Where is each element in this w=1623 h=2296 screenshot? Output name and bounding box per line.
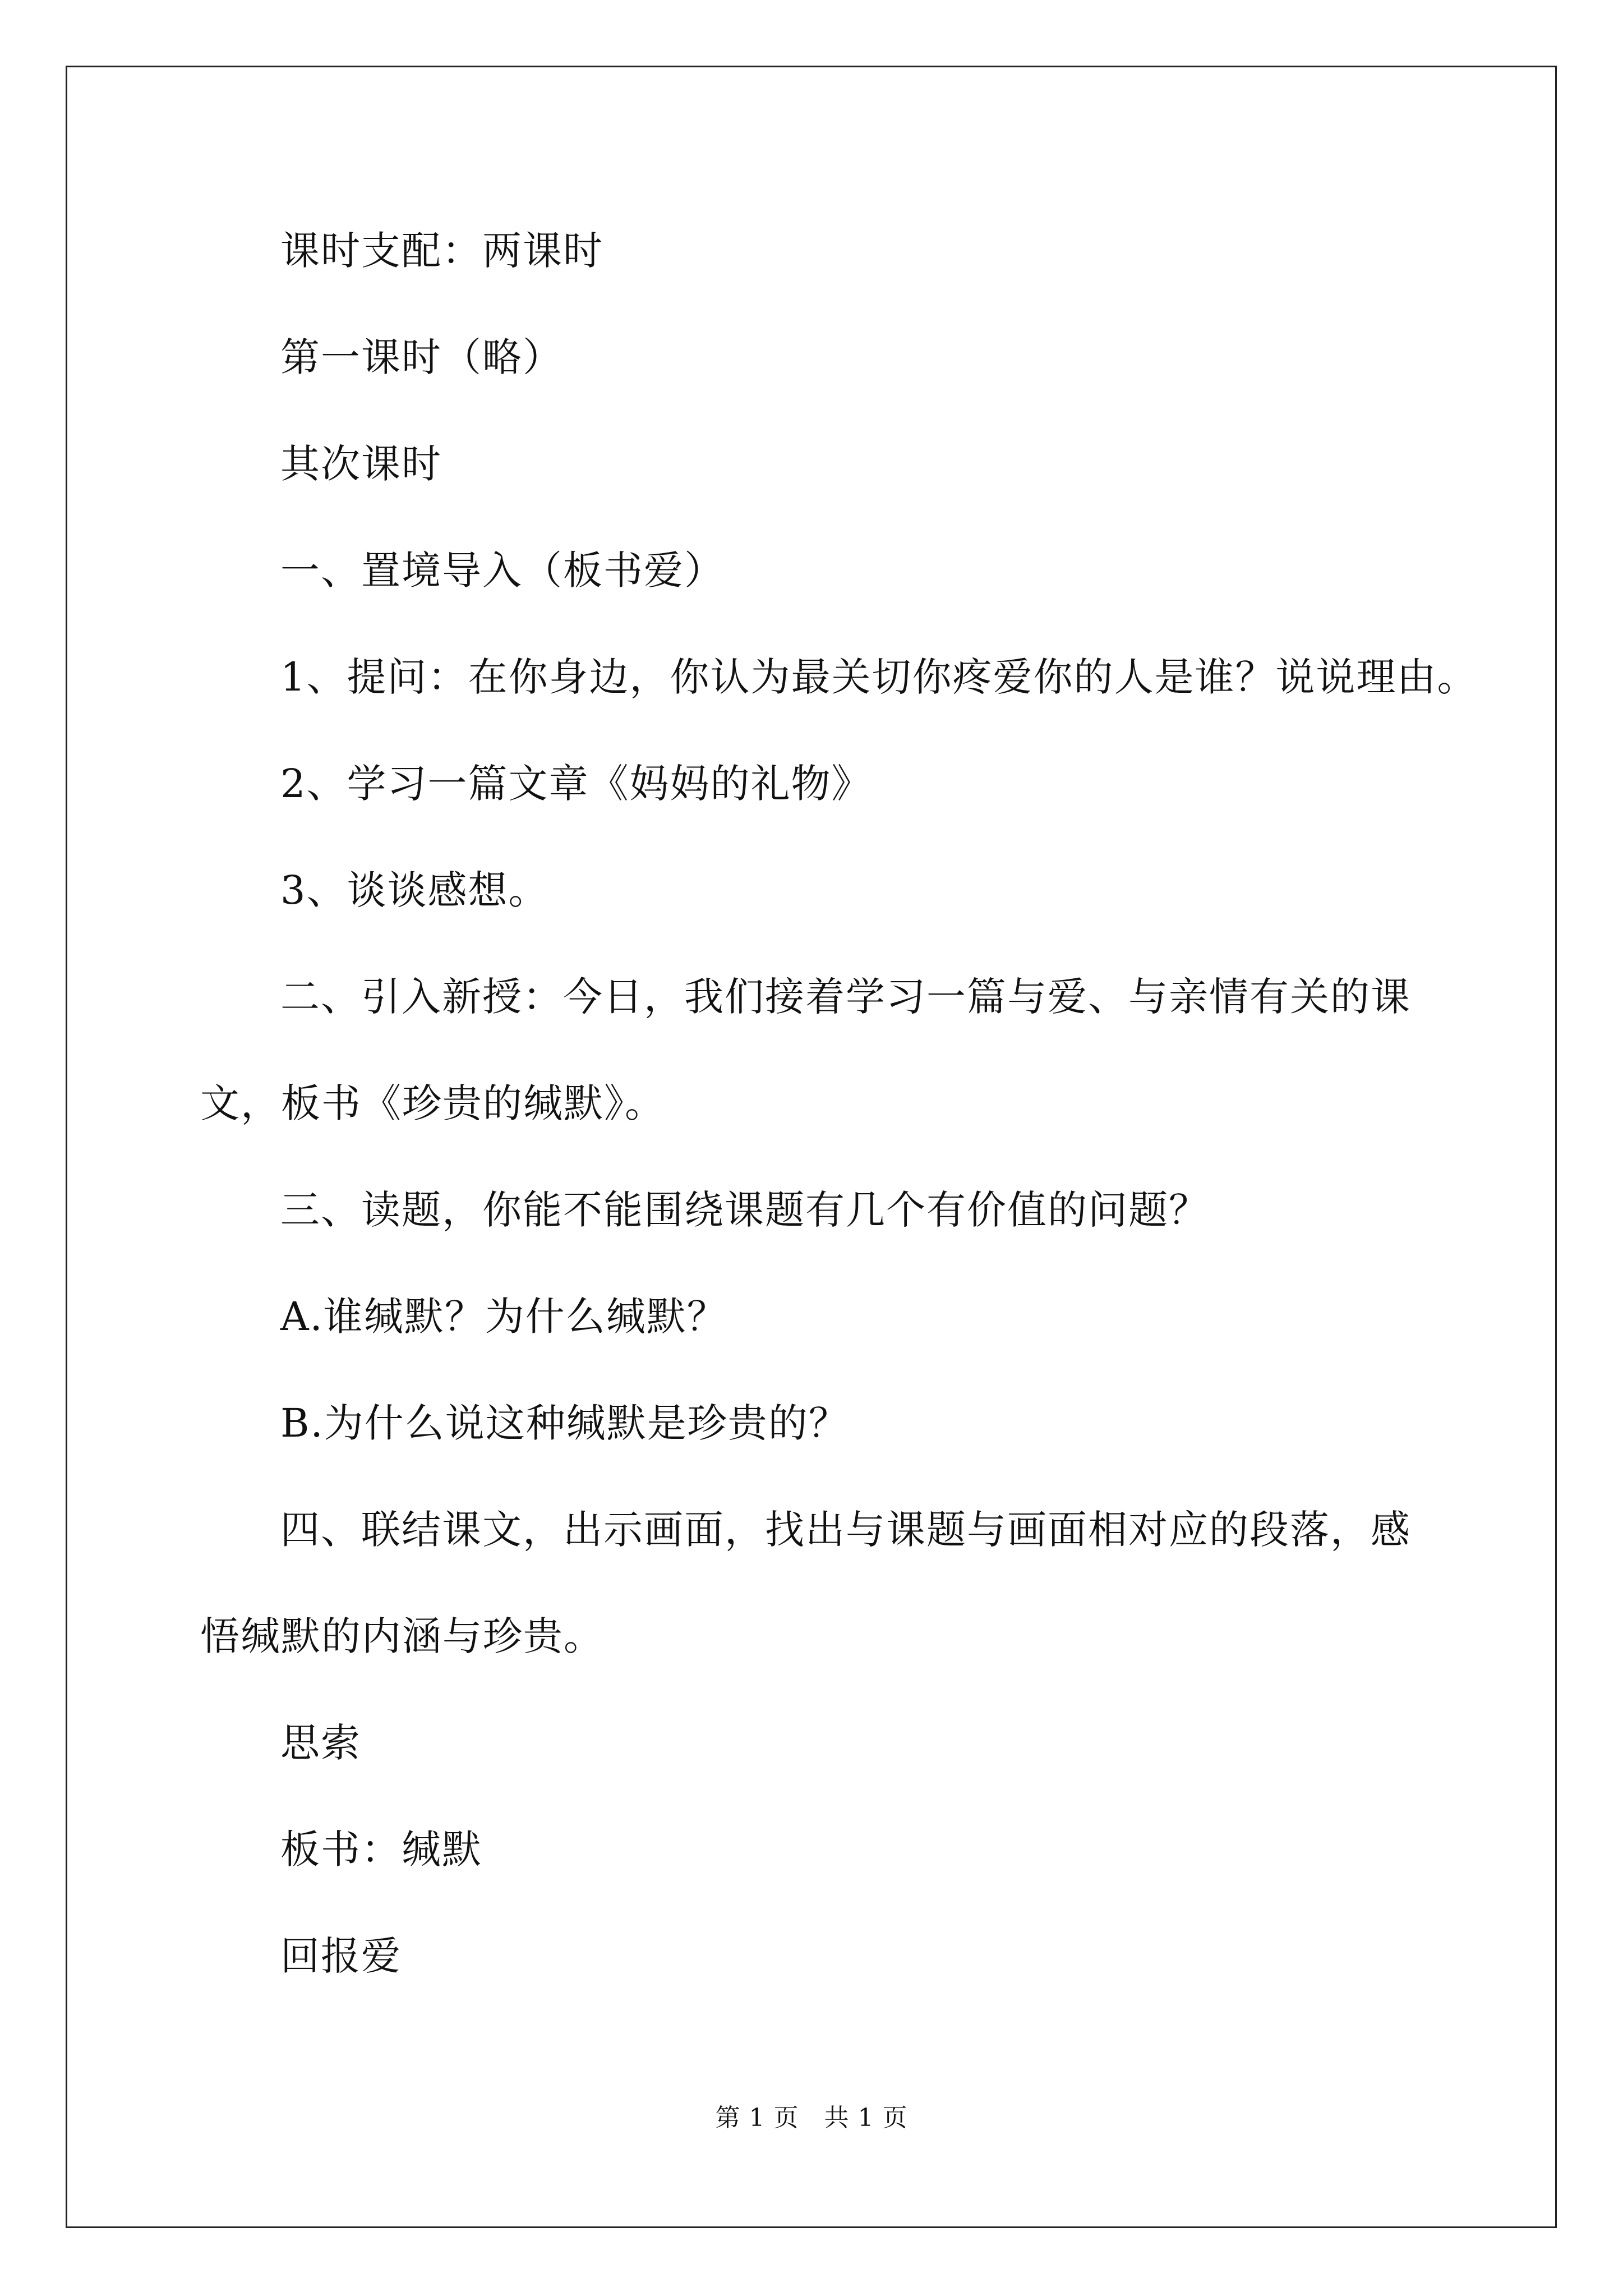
text-line-item-2: 2、学习一篇文章《妈妈的礼物》 [280, 761, 872, 807]
text-line-section-4-cont: 悟缄默的内涵与珍贵。 [200, 1613, 604, 1659]
text-line-question-b: B.为什么说这种缄默是珍贵的？ [280, 1400, 849, 1446]
text-line-section-2-cont: 文，板书《珍贵的缄默》。 [200, 1080, 665, 1126]
text-line-section-1: 一、置境导入（板书爱） [280, 547, 725, 593]
text-line-question-a: A.谁缄默？为什么缄默？ [280, 1294, 727, 1340]
text-line-item-3: 3、谈谈感想。 [280, 867, 549, 913]
text-line-first-period: 第一课时（略） [280, 334, 563, 380]
page-border [66, 66, 1557, 2228]
text-line-schedule: 课时支配：两课时 [280, 228, 603, 274]
page-number-footer: 第 1 页 共 1 页 [715, 2104, 908, 2132]
text-line-section-3: 三、读题，你能不能围绕课题有几个有价值的问题？ [280, 1187, 1209, 1233]
text-line-blackboard: 板书：缄默 [280, 1826, 482, 1872]
text-line-think: 思索 [280, 1720, 361, 1766]
text-line-section-2: 二、引入新授：今日，我们接着学习一篇与爱、与亲情有关的课 [280, 974, 1411, 1020]
text-line-section-4: 四、联结课文，出示画面，找出与课题与画面相对应的段落，感 [280, 1507, 1411, 1553]
text-line-repay-love: 回报爱 [280, 1933, 402, 1979]
text-line-item-1: 1、提问：在你身边，你认为最关切你疼爱你的人是谁？说说理由。 [280, 654, 1478, 700]
text-line-second-period: 其次课时 [280, 441, 442, 487]
